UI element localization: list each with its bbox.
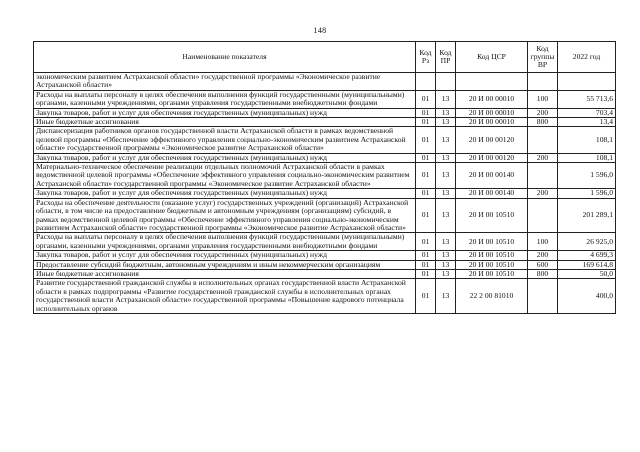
row-vr [528, 127, 558, 153]
row-vr: 800 [528, 118, 558, 127]
row-sum: 13,4 [558, 118, 616, 127]
row-sum: 703,4 [558, 108, 616, 117]
row-name: Диспансеризация работников органов государственной власти Астраханской области в рамках ведомственной целевой программы «Обеспечение эффективного управления социально-экономическим развитием Астраханской области» государственной программы «Экономическое развитие Астраханской области» [34, 127, 416, 153]
row-pr: 13 [436, 153, 456, 162]
table-row [34, 127, 616, 153]
row-vr: 100 [528, 90, 558, 108]
page-number: 148 [313, 26, 327, 35]
table-header-row [34, 42, 616, 73]
row-sum: 1 596,0 [558, 189, 616, 198]
row-csr: 20 И 00 10510 [456, 198, 528, 233]
row-csr: 20 И 00 10510 [456, 251, 528, 260]
row-csr: 20 И 00 00140 [456, 163, 528, 189]
row-pr: 13 [436, 251, 456, 260]
table-row [34, 233, 616, 251]
row-name: Предоставление субсидий бюджетным, автономным учреждениям и иным некоммерческим организациям [34, 260, 416, 269]
row-pr: 13 [436, 233, 456, 251]
row-sum: 201 289,1 [558, 198, 616, 233]
row-rz: 01 [416, 118, 436, 127]
table-row [34, 279, 616, 314]
row-pr: 13 [436, 260, 456, 269]
row-name: Материально-техническое обеспечение реализации отдельных полномочий Астраханской области в рамках ведомственной целевой программы «Обеспечение эффективного управления социально-экономическим развитием Астраханской области» государственной программы «Экономическое развитие Астраханской области» [34, 163, 416, 189]
row-rz: 01 [416, 127, 436, 153]
row-sum: 4 699,3 [558, 251, 616, 260]
row-rz: 01 [416, 279, 436, 314]
row-sum: 169 614,8 [558, 260, 616, 269]
row-vr: 100 [528, 233, 558, 251]
row-sum: 108,1 [558, 127, 616, 153]
row-csr: 20 И 00 10510 [456, 233, 528, 251]
row-name: экономическим развитием Астраханской области» государственной программы «Экономическое развитие Астраханской области» [34, 73, 416, 91]
row-rz [416, 73, 436, 91]
row-pr: 13 [436, 269, 456, 278]
row-pr: 13 [436, 189, 456, 198]
row-pr: 13 [436, 198, 456, 233]
row-name: Закупка товаров, работ и услуг для обеспечения государственных (муниципальных) нужд [34, 108, 416, 117]
row-pr: 13 [436, 118, 456, 127]
row-csr: 20 И 00 10510 [456, 260, 528, 269]
table-row [34, 189, 616, 198]
row-pr: 13 [436, 90, 456, 108]
row-sum [558, 73, 616, 91]
row-csr: 22 2 00 81010 [456, 279, 528, 314]
row-rz: 01 [416, 198, 436, 233]
header-rz: Код Рз [416, 42, 436, 73]
header-pr: Код ПР [436, 42, 456, 73]
row-pr: 13 [436, 127, 456, 153]
row-csr: 20 И 00 00010 [456, 90, 528, 108]
row-vr [528, 73, 558, 91]
row-rz: 01 [416, 233, 436, 251]
row-rz: 01 [416, 260, 436, 269]
row-pr: 13 [436, 279, 456, 314]
row-sum: 55 713,6 [558, 90, 616, 108]
row-name: Закупка товаров, работ и услуг для обеспечения государственных (муниципальных) нужд [34, 153, 416, 162]
row-name: Расходы на выплаты персоналу в целях обеспечения выполнения функций государственными (муниципальными) органами, казенными учреждениями, органами управления государственными внебюджетными фондами [34, 90, 416, 108]
header-name: Наименование показателя [34, 42, 416, 73]
row-vr [528, 198, 558, 233]
row-csr: 20 И 00 00140 [456, 189, 528, 198]
row-rz: 01 [416, 153, 436, 162]
row-name: Расходы на обеспечение деятельности (оказание услуг) государственных учреждений (организаций) Астраханской области, в том числе на предоставление бюджетным и автономным учреждениям (организациям) субсидий, в рамках ведомственной целевой программы «Обеспечение эффективного управления социально-экономическим развитием Астраханской области» государственной программы «Экономическое развитие Астраханской области» [34, 198, 416, 233]
row-vr: 200 [528, 251, 558, 260]
row-csr [456, 73, 528, 91]
row-name: Закупка товаров, работ и услуг для обеспечения государственных (муниципальных) нужд [34, 189, 416, 198]
row-sum: 400,0 [558, 279, 616, 314]
table-row [34, 73, 616, 91]
row-csr: 20 И 00 00120 [456, 153, 528, 162]
header-year: 2022 год [558, 42, 616, 73]
row-csr: 20 И 00 10510 [456, 269, 528, 278]
table-row [34, 163, 616, 189]
row-rz: 01 [416, 251, 436, 260]
row-vr: 800 [528, 269, 558, 278]
row-vr [528, 279, 558, 314]
table-row [34, 90, 616, 108]
row-vr [528, 163, 558, 189]
row-vr: 200 [528, 108, 558, 117]
row-name: Развитие государственной гражданской службы в исполнительных органах государственной власти Астраханской области в рамках подпрограммы «Развитие государственной гражданской службы в исполнительных органах государственной власти Астраханской области» государственной программы «Повышение кадрового потенциала исполнительных органов [34, 279, 416, 314]
row-pr: 13 [436, 108, 456, 117]
header-vr: Код группы ВР [528, 42, 558, 73]
table-row [34, 198, 616, 233]
header-csr: Код ЦСР [456, 42, 528, 73]
budget-table [33, 41, 616, 314]
row-rz: 01 [416, 269, 436, 278]
row-vr: 200 [528, 189, 558, 198]
row-name: Иные бюджетные ассигнования [34, 118, 416, 127]
row-vr: 200 [528, 153, 558, 162]
row-rz: 01 [416, 163, 436, 189]
row-csr: 20 И 00 00010 [456, 108, 528, 117]
row-sum: 1 596,0 [558, 163, 616, 189]
row-csr: 20 И 00 00120 [456, 127, 528, 153]
row-sum: 108,1 [558, 153, 616, 162]
row-sum: 26 925,0 [558, 233, 616, 251]
row-rz: 01 [416, 189, 436, 198]
row-name: Расходы на выплаты персоналу в целях обеспечения выполнения функций государственными (муниципальными) органами, казенными учреждениями, органами управления государственными внебюджетными фондами [34, 233, 416, 251]
row-sum: 50,0 [558, 269, 616, 278]
table-row [34, 251, 616, 260]
row-pr: 13 [436, 163, 456, 189]
row-name: Закупка товаров, работ и услуг для обеспечения государственных (муниципальных) нужд [34, 251, 416, 260]
row-pr [436, 73, 456, 91]
row-vr: 600 [528, 260, 558, 269]
row-csr: 20 И 00 00010 [456, 118, 528, 127]
row-rz: 01 [416, 90, 436, 108]
row-name: Иные бюджетные ассигнования [34, 269, 416, 278]
row-rz: 01 [416, 108, 436, 117]
